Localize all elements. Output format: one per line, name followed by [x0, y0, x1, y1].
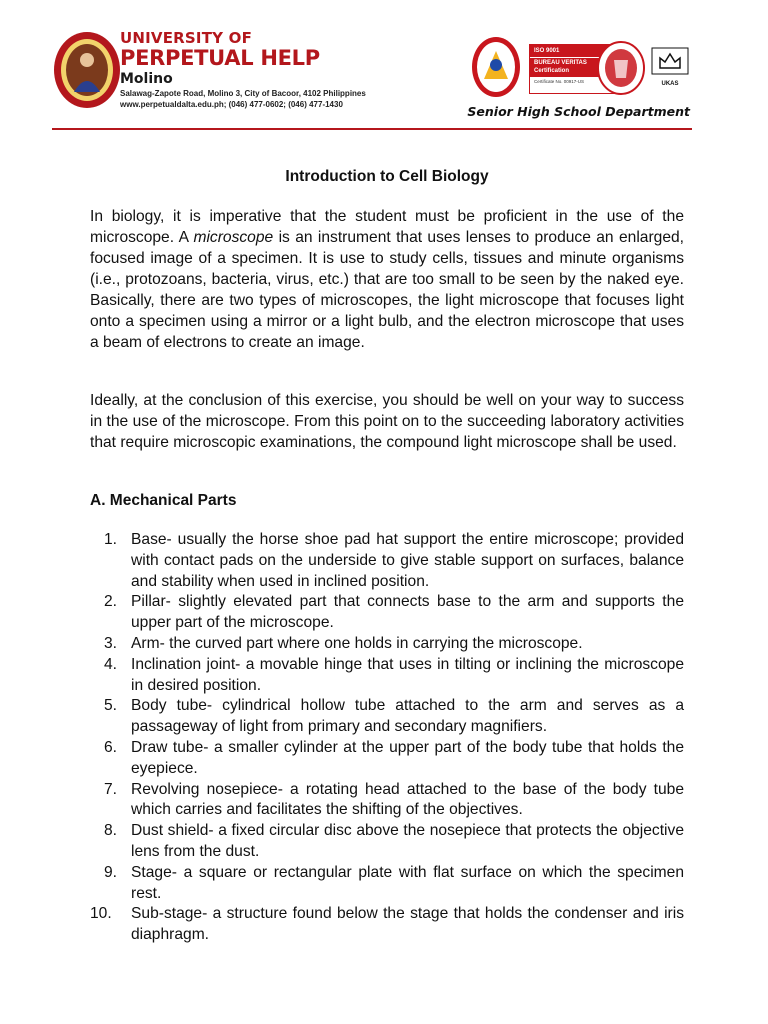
- ukas-badge: [650, 46, 690, 92]
- cert-number: Certificate No. 00917-US: [534, 79, 585, 84]
- university-line2: PERPETUAL HELP: [120, 46, 320, 70]
- ukas-crown-icon: [650, 46, 690, 76]
- document-title: Introduction to Cell Biology: [285, 168, 489, 185]
- section-heading: A. Mechanical Parts: [90, 492, 237, 509]
- list-item-text: Dust shield- a fixed circular disc above the nosepiece that protects the objective lens from the dust.: [131, 822, 684, 860]
- university-contact: www.perpetualdalta.edu.ph; (046) 477-0602; (046) 477-1430: [120, 100, 343, 109]
- mechanical-parts-list: [90, 530, 684, 946]
- university-address: Salawag-Zapote Road, Molino 3, City of Bacoor, 4102 Philippines: [120, 89, 366, 98]
- senior-high-seal-icon: [470, 35, 522, 100]
- list-item-number: 9.: [104, 863, 118, 881]
- intro-paragraph: [90, 206, 684, 353]
- cert-certification-word: Certification: [534, 68, 570, 74]
- list-item-number: 5.: [104, 697, 118, 715]
- list-item: [90, 904, 684, 946]
- list-item-number: 8.: [104, 822, 118, 840]
- list-item: [90, 655, 684, 697]
- cert-bureau-name: BUREAU VERITAS: [534, 60, 587, 66]
- list-item-number: 6.: [104, 738, 118, 756]
- list-item: [90, 821, 684, 863]
- list-item: [90, 634, 684, 655]
- intro-text-end: is an instrument that uses lenses to produce an enlarged, focused image of a specimen. It is use to study cells, tissues and minute organisms (i.e., protozoans, bacteria, virus, etc.) that are too small to be seen by the naked eye. Basically, there are two types of microscopes, the light microscope that focuses light onto a specimen using a mirror or a light bulb, and the electron microscope that uses a beam of electrons to create an image.: [90, 229, 684, 351]
- department-name: Senior High School Department: [467, 104, 690, 119]
- list-item-text: Body tube- cylindrical hollow tube attached to the arm and serves as a passageway of light from primary and secondary magnifiers.: [131, 697, 684, 736]
- university-name-block: [120, 30, 390, 110]
- list-item-number: 1.: [104, 531, 118, 548]
- list-item: [90, 738, 684, 780]
- list-item-text: Stage- a square or rectangular plate with flat surface on which the specimen rest.: [131, 863, 684, 902]
- list-item-text: Inclination joint- a movable hinge that uses in tilting or inclining the microscope in desired position.: [131, 655, 684, 694]
- list-item-number: 3.: [104, 634, 118, 652]
- header-divider: [52, 128, 692, 130]
- list-item-text: Draw tube- a smaller cylinder at the upper part of the body tube that holds the eyepiece.: [131, 738, 684, 777]
- objective-paragraph: Ideally, at the conclusion of this exercise, you should be well on your way to success in the use of the microscope. From this point on to the succeeding laboratory activities that require microscopic examinations, the compound light microscope shall be used.: [90, 392, 684, 451]
- list-item-number: 2.: [104, 593, 118, 611]
- list-item-number: 10.: [90, 905, 112, 923]
- cert-iso-label: ISO 9001: [530, 45, 622, 57]
- ukas-label: UKAS: [661, 81, 679, 87]
- list-item-number: 7.: [104, 780, 118, 798]
- list-item-number: 4.: [104, 655, 118, 673]
- list-item-text: Sub-stage- a structure found below the stage that holds the condenser and iris diaphragm.: [131, 905, 684, 944]
- campus-name: Molino: [120, 71, 173, 87]
- bureau-veritas-seal-icon: [596, 40, 646, 96]
- list-item-text: Pillar- slightly elevated part that connects base to the arm and supports the upper part of the microscope.: [131, 593, 684, 632]
- list-item-text: Arm- the curved part where one holds in carrying the microscope.: [131, 634, 583, 652]
- list-item: [90, 592, 684, 634]
- document-header: [0, 0, 768, 135]
- list-item: [90, 863, 684, 905]
- list-item: [90, 530, 684, 592]
- list-item: [90, 696, 684, 738]
- intro-emphasis: microscope: [193, 229, 274, 246]
- list-item-text: Revolving nosepiece- a rotating head attached to the base of the body tube which carries and facilitates the shifting of the objectives.: [131, 780, 684, 819]
- list-item-text: Base- usually the horse shoe pad hat support the entire microscope; provided with contact pads on the underside to give stable support on surfaces, balance and stability when used in inclined position.: [131, 531, 684, 590]
- intro-text-start: In biology, it is imperative that the student must be proficient in the use of the microscope. A: [90, 208, 684, 246]
- university-line1: UNIVERSITY OF: [120, 29, 253, 47]
- university-seal-icon: [52, 30, 122, 110]
- list-item: [90, 780, 684, 822]
